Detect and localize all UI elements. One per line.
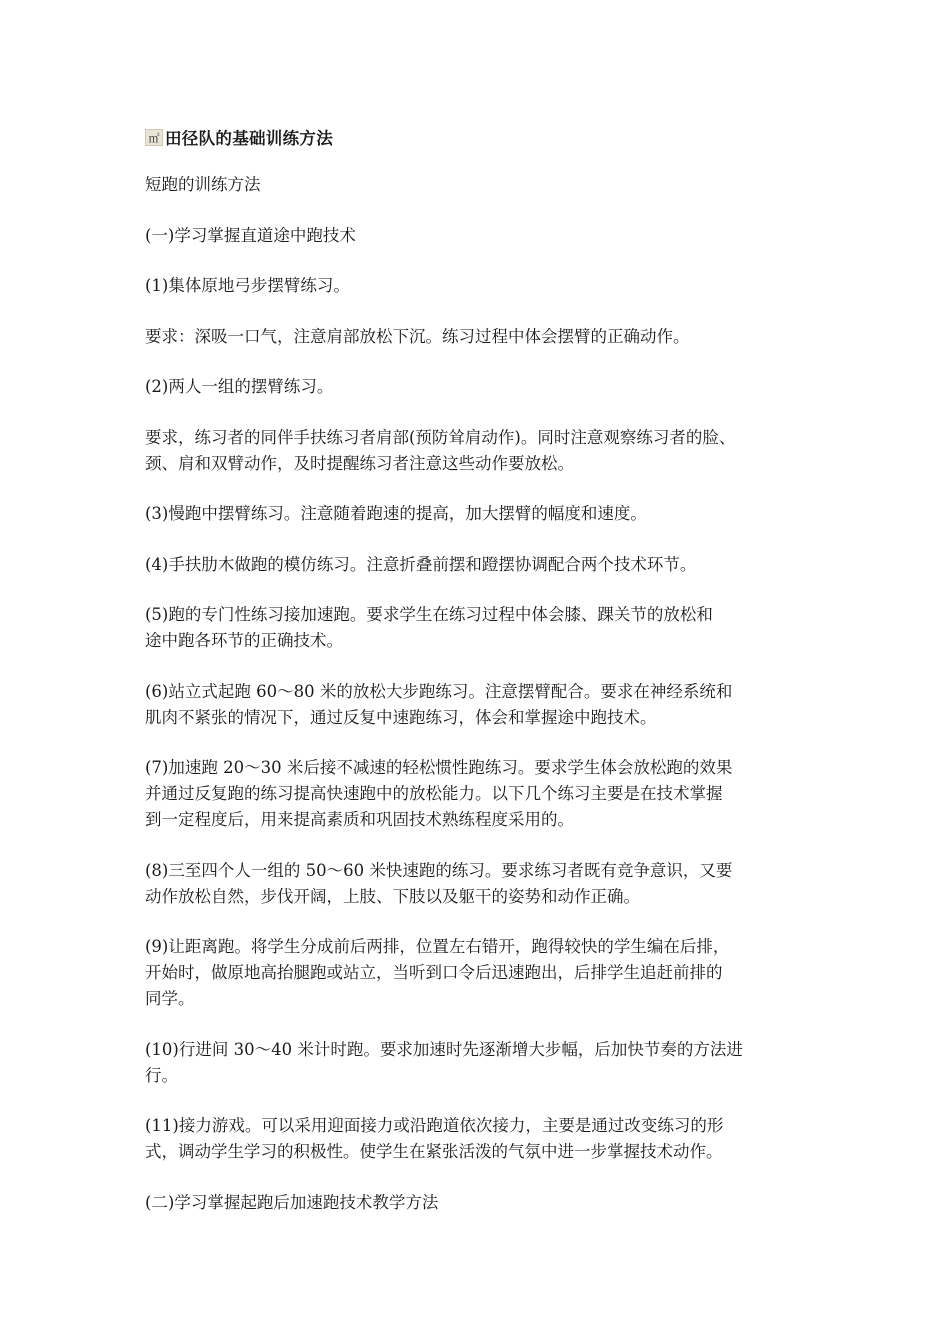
paragraph-16: (二)学习掌握起跑后加速跑技术教学方法: [145, 1192, 439, 1212]
paragraph-6: 要求，练习者的同伴手扶练习者肩部(预防耸肩动作)。同时注意观察练习者的脸、 颈、肩和双臂动作，及时提醒练习者注意这些动作要放松。: [145, 427, 736, 473]
paragraph-10: (6)站立式起跑 60～80 米的放松大步跑练习。注意摆臂配合。要求在神经系统和 肌肉不紧张的情况下，通过反复中速跑练习，体会和掌握途中跑技术。: [145, 681, 733, 727]
paragraph-11: (7)加速跑 20～30 米后接不减速的轻松惯性跑练习。要求学生体会放松跑的效果 并通过反复跑的练习提高快速跑中的放松能力。以下几个练习主要是在技术掌握 到一定程度后，用来提高素质和巩固技术熟练程度采用的。: [145, 758, 733, 829]
title-row: [145, 124, 817, 150]
paragraph-7: (3)慢跑中摆臂练习。注意随着跑速的提高，加大摆臂的幅度和速度。: [145, 504, 647, 523]
paragraph-5: (2)两人一组的摆臂练习。: [145, 377, 334, 396]
paragraph-12: (8)三至四个人一组的 50～60 米快速跑的练习。要求练习者既有竞争意识，又要 动作放松自然，步伐开阔，上肢、下肢以及躯干的姿势和动作正确。: [145, 860, 733, 906]
paragraph-8: (4)手扶肋木做跑的模仿练习。注意折叠前摆和蹬摆协调配合两个技术环节。: [145, 554, 697, 574]
document-icon: ㎡: [145, 129, 163, 146]
paragraph-14: (10)行进间 30～40 米计时跑。要求加速时先逐渐增大步幅，后加快节奏的方法进 行。: [145, 1039, 743, 1085]
paragraph-13: (9)让距离跑。将学生分成前后两排，位置左右错开，跑得较快的学生编在后排， 开始时，做原地高抬腿跑或站立，当听到口令后迅速跑出，后排学生追赶前排的 同学。: [145, 937, 730, 1008]
paragraph-3: (1)集体原地弓步摆臂练习。: [145, 276, 350, 295]
paragraph-1: 短跑的训练方法: [145, 175, 261, 194]
paragraph-15: (11)接力游戏。可以采用迎面接力或沿跑道依次接力，主要是通过改变练习的形 式，调动学生学习的积极性。使学生在紧张活泼的气氛中进一步掌握技术动作。: [145, 1116, 724, 1161]
document-title: 田径队的基础训练方法: [165, 129, 333, 148]
paragraph-4: 要求：深吸一口气，注意肩部放松下沉。练习过程中体会摆臂的正确动作。: [145, 326, 690, 346]
paragraph-2: (一)学习掌握直道途中跑技术: [145, 225, 356, 245]
document-body: [145, 124, 817, 1240]
paragraph-9: (5)跑的专门性练习接加速跑。要求学生在练习过程中体会膝、踝关节的放松和 途中跑各环节的正确技术。: [145, 605, 713, 650]
